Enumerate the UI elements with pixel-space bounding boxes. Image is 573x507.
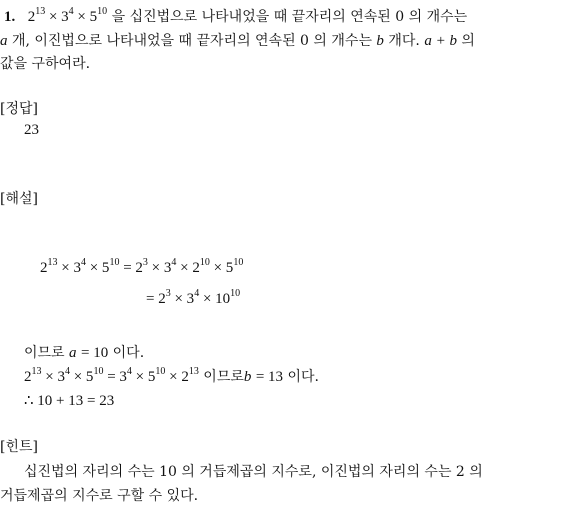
problem-text-2: 개, 이진법으로 나타내었을 때 끝자리의 연속된 0 의 개수는 — [11, 33, 372, 49]
expr-a-plus-b: a + b — [424, 33, 457, 49]
equals-sign-2: = — [146, 291, 155, 307]
text-ida: 이다. — [112, 345, 145, 361]
equation-line-1: $2^{13} \times 3^4 \times 5^{10} = 2^3 \times 3^4 \times 2^{10} \times 5^{10}$ — [40, 257, 244, 276]
problem-line-3: 값을 구하여라. — [0, 56, 91, 72]
problem-expression: $2^{13} \times 3^4 \times 5^{10}$ — [27, 6, 108, 25]
text-imeuro: 이므로 — [24, 345, 65, 361]
text-ida-2: 이다. — [287, 369, 319, 385]
hint-line-1: 십진법의 자리의 수는 10 의 거듭제곱의 지수로, 이진법의 자리의 수는 2 의 — [24, 464, 483, 480]
problem-text-3: 개다. — [388, 33, 420, 49]
solution-label: [해설] — [0, 191, 38, 207]
solution-line-b — [24, 366, 319, 386]
var-a: a — [0, 33, 8, 49]
text-imeuro-2: 이므로 — [203, 369, 244, 385]
problem-text-1: 을 십진법으로 나타내었을 때 끝자리의 연속된 0 의 개수는 — [111, 9, 468, 25]
var-b: b — [376, 33, 384, 49]
var-a-2: a — [69, 345, 77, 361]
problem-text-4: 의 — [461, 33, 475, 49]
problem-line-2 — [0, 30, 475, 50]
equals-sign-1: = — [123, 260, 132, 276]
equation-line-2: = $2^3 \times 3^4 \times 10^{10}$ — [146, 288, 241, 307]
solution-line-a — [24, 342, 144, 362]
a-value: = 10 — [80, 345, 109, 361]
hint-line-2: 거듭제곱의 지수로 구할 수 있다. — [0, 488, 199, 504]
solution-line-c: ∴ 10 + 13 = 23 — [24, 393, 115, 409]
hint-label: [힌트] — [0, 439, 38, 455]
answer-value: 23 — [24, 122, 39, 138]
problem-line-1 — [4, 6, 467, 26]
b-value: = 13 — [255, 369, 284, 385]
answer-label: [정답] — [0, 101, 38, 117]
problem-number: 1. — [4, 9, 16, 25]
var-b-2: b — [243, 369, 252, 385]
solution-expression-b: $2^{13} \times 3^4 \times 5^{10} = 3^4 \times 5^{10} \times 2^{13}$ — [24, 366, 199, 385]
